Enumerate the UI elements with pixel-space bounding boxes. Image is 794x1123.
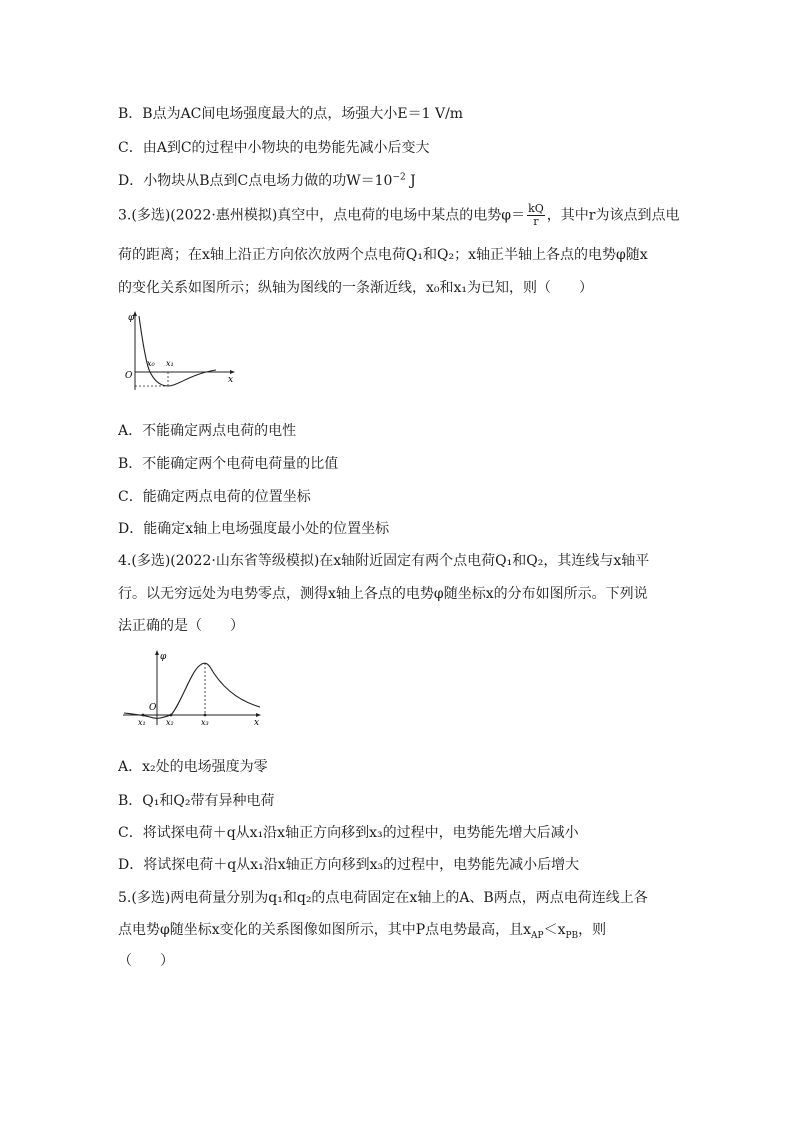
q4-option-a: A．x₂处的电场强度为零 [118,759,268,775]
q4-y-label: φ [160,652,167,662]
q4-stem-line3: 法正确的是（ ） [118,618,244,634]
q5-stem-l2b: ，则 [578,922,607,938]
q3-option-a: A．不能确定两点电荷的电性 [118,423,297,439]
q4-stem-line2: 行。以无穷远处为电势零点，测得x轴上各点的电势φ随坐标x的分布如图所示。下列说 [118,586,648,602]
q3-stem-l1b: ，其中r为该点到点电 [546,207,680,224]
q4-stem-line1: 4.(多选)(2022·山东省等级模拟)在x轴附近固定有两个点电荷Q₁和Q₂，其连线与x轴平 [118,553,650,569]
q2-option-d [118,170,416,190]
q3-y-label: φ [128,313,135,323]
q3-fraction [527,203,545,228]
q3-x1-label: x₁ [166,359,174,368]
q3-stem-line3: 的变化关系如图所示；纵轴为图线的一条渐近线，x₀和x₁为已知，则（ ） [118,280,594,296]
q5-stem-line2 [118,919,606,941]
q5-sub-pb: PB [565,930,579,941]
q4-x-arrow [256,713,261,717]
q2-option-c: C．由A到C的过程中小物块的电势能先减小后变大 [118,140,430,156]
q3-x0-label: x₀ [147,359,155,368]
q5-lt: ＜x [543,922,566,938]
q4-option-b: B．Q₁和Q₂带有异种电荷 [118,793,275,809]
q3-origin-label: O [125,371,133,381]
q4-option-c: C．将试探电荷＋q从x₁沿x轴正方向移到x₃的过程中，电势能先增大后减小 [118,825,579,841]
q3-option-b: B．不能确定两个电荷电荷量的比值 [118,456,339,472]
q2-option-d-text: D．小物块从B点到C点电场力做的功W＝10 [118,173,393,189]
q2-option-d-unit: J [405,173,416,189]
q5-stem-line1: 5.(多选)两电荷量分别为q₁和q₂的点电荷固定在x轴上的A、B两点，两点电荷连线上各 [118,890,648,906]
q3-option-c: C．能确定两点电荷的位置坐标 [118,489,311,505]
q3-graph [120,308,240,394]
q3-stem-line2: 荷的距离；在x轴上沿正方向依次放两个点电荷Q₁和Q₂；x轴正半轴上各点的电势φ随x [118,247,648,263]
q2-option-d-exponent: −2 [392,172,406,183]
q4-x-label: x [254,718,260,728]
q5-stem-l2a: 点电势φ随坐标x变化的关系图像如图所示，其中P点电势最高，且x [118,922,532,938]
q3-option-d: D．能确定x轴上电场强度最小处的位置坐标 [118,521,390,537]
q4-graph [120,645,270,730]
q3-potential-curve [139,316,216,386]
q5-stem-line3: （ ） [118,953,174,969]
q4-potential-curve [124,663,260,718]
q2-option-b: B．B点为AC间电场强度最大的点，场强大小E＝1 V/m [118,106,464,122]
q5-sub-ap: AP [531,930,544,941]
q3-x-arrow [230,370,235,374]
q3-stem-line1 [118,203,679,228]
q4-x2-label: x₂ [166,718,174,727]
q3-frac-den: r [533,215,539,228]
q4-origin-label: O [149,703,157,713]
q4-x1-label: x₁ [138,718,146,727]
q3-frac-num: kQ [528,202,544,215]
q4-option-d: D．将试探电荷＋q从x₁沿x轴正方向移到x₃的过程中，电势能先减小后增大 [118,857,580,873]
q4-x3-label: x₃ [201,718,209,727]
q4-y-arrow [155,650,159,655]
q3-stem-l1a: 3.(多选)(2022·惠州模拟)真空中，点电荷的电场中某点的电势φ＝ [118,207,526,224]
q3-x-label: x [228,375,234,385]
